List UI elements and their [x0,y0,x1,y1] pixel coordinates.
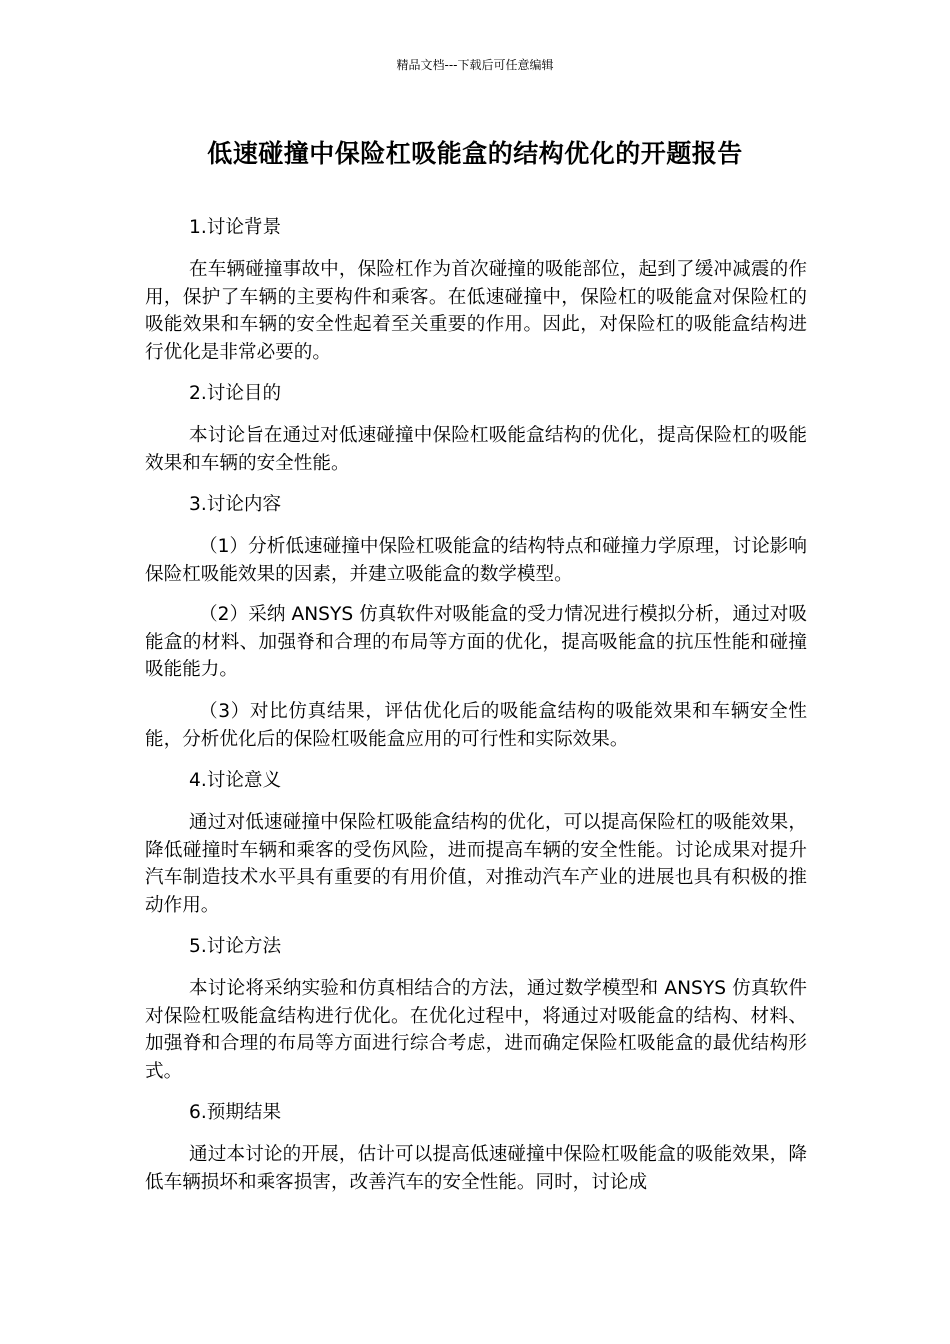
paragraph-background: 在车辆碰撞事故中，保险杠作为首次碰撞的吸能部位，起到了缓冲减震的作用，保护了车辆的主要构件和乘客。在低速碰撞中，保险杠的吸能盒对保险杠的吸能效果和车辆的安全性起着至关重要的作用。因此，对保险杠的吸能盒结构进行优化是非常必要的。 [145,259,807,363]
section-heading-background: 1.讨论背景 [189,217,282,238]
paragraph-method: 本讨论将采纳实验和仿真相结合的方法，通过数学模型和 ANSYS 仿真软件对保险杠吸能盒结构进行优化。在优化过程中，将通过对吸能盒的结构、材料、加强脊和合理的布局等方面进行综合考虑，进而确定保险杠吸能盒的最优结构形式。 [145,978,807,1082]
section-heading-significance: 4.讨论意义 [189,770,282,791]
section-heading-content: 3.讨论内容 [189,494,282,515]
content-item-1: （1）分析低速碰撞中保险杠吸能盒的结构特点和碰撞力学原理，讨论影响保险杠吸能效果的因素，并建立吸能盒的数学模型。 [145,536,807,585]
paragraph-purpose: 本讨论旨在通过对低速碰撞中保险杠吸能盒结构的优化，提高保险杠的吸能效果和车辆的安全性能。 [145,425,807,474]
section-heading-expected-results: 6.预期结果 [189,1102,282,1123]
content-item-2: （2）采纳 ANSYS 仿真软件对吸能盒的受力情况进行模拟分析，通过对吸能盒的材料、加强脊和合理的布局等方面的优化，提高吸能盒的抗压性能和碰撞吸能能力。 [145,604,807,681]
content-item-3: （3）对比仿真结果，评估优化后的吸能盒结构的吸能效果和车辆安全性能，分析优化后的保险杠吸能盒应用的可行性和实际效果。 [145,701,807,750]
section-heading-purpose: 2.讨论目的 [189,383,282,404]
paragraph-significance: 通过对低速碰撞中保险杠吸能盒结构的优化，可以提高保险杠的吸能效果，降低碰撞时车辆和乘客的受伤风险，进而提高车辆的安全性能。讨论成果对提升汽车制造技术水平具有重要的有用价值，对推动汽车产业的进展也具有积极的推动作用。 [145,812,807,916]
header-note: 精品文档---下载后可任意编辑 [396,58,554,72]
document-title: 低速碰撞中保险杠吸能盒的结构优化的开题报告 [207,139,743,168]
paragraph-expected-results: 通过本讨论的开展，估计可以提高低速碰撞中保险杠吸能盒的吸能效果，降低车辆损坏和乘客损害，改善汽车的安全性能。同时，讨论成 [145,1144,807,1193]
section-heading-method: 5.讨论方法 [189,936,282,957]
